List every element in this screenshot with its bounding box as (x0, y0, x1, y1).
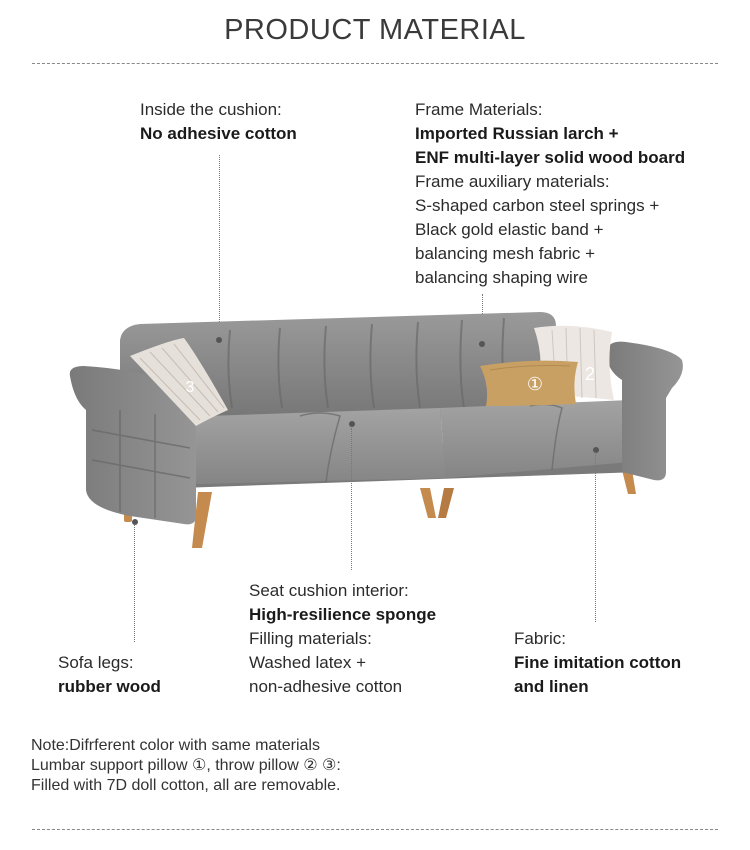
legs-callout (58, 651, 161, 699)
legs-label: Sofa legs: (58, 653, 134, 672)
filling-label: Filling materials: (249, 629, 372, 648)
legs-leader (134, 524, 135, 642)
frame-callout (415, 98, 685, 290)
sofa-image (0, 300, 750, 560)
note-block (31, 736, 341, 796)
frame-aux-line2: Black gold elastic band + (415, 220, 604, 239)
frame-aux-label: Frame auxiliary materials: (415, 172, 610, 191)
fabric-label: Fabric: (514, 629, 566, 648)
cushion-inside-value: No adhesive cotton (140, 124, 297, 143)
seat-label: Seat cushion interior: (249, 581, 409, 600)
seat-value: High-resilience sponge (249, 605, 437, 624)
sofa-leg (438, 488, 454, 518)
note-line3: Filled with 7D doll cotton, all are removable. (31, 777, 341, 794)
seat-dot (349, 421, 355, 427)
lumbar-pillow (480, 361, 578, 406)
frame-value-line1: Imported Russian larch + (415, 124, 619, 143)
legs-value: rubber wood (58, 677, 161, 696)
fabric-callout (514, 627, 681, 699)
cushion-inside-dot (216, 337, 222, 343)
frame-dot (479, 341, 485, 347)
frame-label: Frame Materials: (415, 100, 543, 119)
legs-dot (132, 519, 138, 525)
fabric-dot (593, 447, 599, 453)
throw-pillow-left-mark: 3 (185, 379, 195, 396)
sofa-leg (420, 488, 436, 518)
seat-cushion-left (190, 408, 446, 484)
fabric-leader (595, 452, 596, 622)
seat-callout (249, 579, 436, 699)
note-line2: Lumbar support pillow ①, throw pillow ② ③: (31, 757, 341, 774)
frame-aux-line3: balancing mesh fabric + (415, 244, 596, 263)
filling-line2: non-adhesive cotton (249, 677, 403, 696)
frame-value-line2: ENF multi-layer solid wood board (415, 148, 686, 167)
frame-aux-line4: balancing shaping wire (415, 268, 588, 287)
filling-line1: Washed latex + (249, 653, 367, 672)
cushion-inside-label: Inside the cushion: (140, 100, 282, 119)
note-line1: Note:Difrferent color with same materials (31, 737, 320, 754)
throw-pillow-right-mark: 2 (584, 364, 596, 384)
cushion-inside-callout (140, 98, 297, 146)
fabric-value-line2: and linen (514, 677, 589, 696)
lumbar-pillow-mark: ① (526, 374, 544, 394)
fabric-value-line1: Fine imitation cotton (514, 653, 682, 672)
seat-leader (351, 428, 352, 570)
bottom-divider (32, 829, 718, 830)
top-divider (32, 63, 718, 64)
page-title: PRODUCT MATERIAL (224, 14, 526, 46)
frame-aux-line1: S-shaped carbon steel springs + (415, 196, 660, 215)
